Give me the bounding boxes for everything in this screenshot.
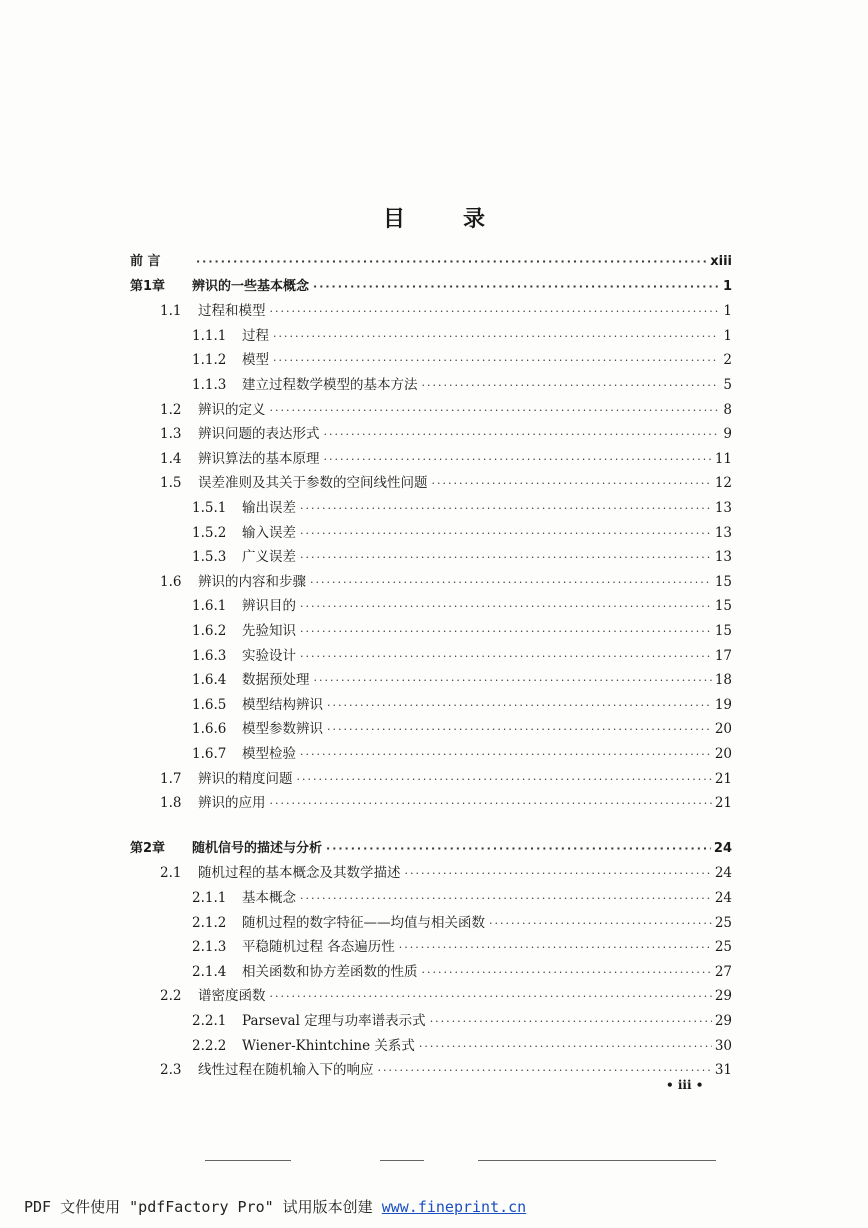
toc-entry-title: 辨识的内容和步骤 bbox=[198, 573, 306, 590]
toc-entry-number: 2.2.2 bbox=[192, 1037, 227, 1054]
toc-entry bbox=[192, 621, 732, 641]
toc-entry-title: 基本概念 bbox=[242, 890, 296, 906]
toc-entry-page: 20 bbox=[714, 721, 732, 738]
toc-leader-dots bbox=[310, 573, 712, 593]
toc-entry bbox=[192, 498, 732, 518]
toc-entry bbox=[160, 572, 732, 592]
toc-entry-page: 18 bbox=[714, 672, 732, 689]
toc-entry-title: 误差准则及其关于参数的空间线性问题 bbox=[198, 475, 428, 492]
toc-entry-title: 过程 bbox=[242, 327, 269, 344]
toc-entry-number: 2.2 bbox=[160, 988, 182, 1005]
toc-entry-page: 27 bbox=[714, 963, 732, 980]
toc-leader-dots bbox=[196, 252, 707, 272]
toc-entry-page: 29 bbox=[714, 988, 732, 1005]
toc-entry bbox=[160, 863, 732, 883]
toc-entry bbox=[160, 793, 732, 813]
page-number: • iii • bbox=[666, 1078, 704, 1092]
toc-entry-number: 1.2 bbox=[160, 401, 182, 418]
toc-entry bbox=[160, 473, 732, 493]
toc-leader-dots bbox=[273, 351, 719, 371]
toc-entry-number: 1.5.1 bbox=[192, 500, 227, 516]
page-title: 目录 bbox=[382, 207, 543, 232]
toc-entry-page: 21 bbox=[714, 795, 732, 812]
toc-leader-dots bbox=[270, 401, 720, 421]
pdf-banner bbox=[24, 1196, 526, 1217]
toc-leader-dots bbox=[300, 745, 712, 765]
toc-entry-page: 30 bbox=[714, 1037, 732, 1054]
toc-entry-title: 随机过程的数字特征——均值与相关函数 bbox=[242, 914, 485, 931]
toc-entry bbox=[192, 913, 732, 933]
toc-entry-title: 模型检验 bbox=[242, 746, 296, 762]
toc-entry-page: 8 bbox=[723, 401, 732, 418]
toc-entry-page: 24 bbox=[714, 890, 732, 906]
toc-entry-title: 先验知识 bbox=[242, 623, 296, 639]
toc-leader-dots bbox=[324, 450, 712, 470]
toc-entry-page: 15 bbox=[714, 573, 732, 590]
toc-leader-dots bbox=[324, 425, 720, 445]
toc-leader-dots bbox=[300, 622, 712, 642]
toc-entry bbox=[192, 1011, 732, 1031]
toc-entry bbox=[160, 400, 732, 420]
toc-entry-page: 20 bbox=[714, 746, 732, 762]
toc-entry-page: 13 bbox=[714, 549, 732, 566]
toc-entry-title: Parseval 定理与功率谱表示式 bbox=[242, 1013, 426, 1029]
toc-entry-page: 15 bbox=[714, 623, 732, 639]
toc-entry-number: 第2章 bbox=[130, 840, 166, 856]
toc-entry-number: 1.1.3 bbox=[192, 377, 227, 393]
toc-leader-dots bbox=[405, 864, 712, 884]
toc-entry-number: 2.1.1 bbox=[192, 890, 227, 906]
toc-entry-title: 随机信号的描述与分析 bbox=[192, 840, 323, 856]
toc-entry-number: 1.4 bbox=[160, 450, 182, 467]
toc-entry bbox=[192, 375, 732, 395]
toc-leader-dots bbox=[422, 963, 712, 983]
toc-entry-number: 1.8 bbox=[160, 795, 182, 812]
toc-entry-title: 随机过程的基本概念及其数学描述 bbox=[198, 865, 401, 882]
toc-entry-page: 15 bbox=[714, 598, 732, 615]
toc-entry-page: 5 bbox=[723, 377, 732, 393]
scan-rule-2 bbox=[380, 1160, 424, 1161]
banner-link[interactable]: www.fineprint.cn bbox=[381, 1198, 527, 1216]
toc-entry-title: 平稳随机过程 各态遍历性 bbox=[242, 939, 395, 956]
toc-entry-number: 1.3 bbox=[160, 426, 182, 443]
toc-entry-title: 过程和模型 bbox=[198, 303, 266, 320]
toc-leader-dots bbox=[313, 277, 719, 297]
toc-entry-title: 线性过程在随机输入下的响应 bbox=[198, 1062, 374, 1079]
toc-entry bbox=[192, 744, 732, 764]
toc-entry-number: 1.5.2 bbox=[192, 524, 227, 541]
toc-entry-number: 1.1.1 bbox=[192, 327, 227, 344]
toc-entry-number: 2.1.2 bbox=[192, 914, 227, 931]
toc-leader-dots bbox=[300, 548, 712, 568]
toc-entry-page: 9 bbox=[723, 426, 732, 443]
toc-entry-title: 输入误差 bbox=[242, 524, 296, 541]
toc-entry bbox=[192, 719, 732, 739]
scan-rule-1 bbox=[205, 1160, 291, 1161]
toc-leader-dots bbox=[270, 794, 712, 814]
toc-entry-number: 1.6.5 bbox=[192, 696, 227, 713]
toc-entry bbox=[160, 1060, 732, 1080]
toc-entry bbox=[192, 326, 732, 346]
toc-leader-dots bbox=[300, 889, 712, 909]
toc-leader-dots bbox=[270, 302, 720, 322]
toc-entry bbox=[130, 252, 732, 272]
toc-entry-title: 建立过程数学模型的基本方法 bbox=[242, 377, 418, 393]
toc-leader-dots bbox=[300, 597, 712, 617]
toc-leader-dots bbox=[327, 720, 712, 740]
toc-entry-number: 第1章 bbox=[130, 278, 166, 294]
toc-entry-title: 数据预处理 bbox=[242, 672, 310, 689]
toc-entry-page: 1 bbox=[722, 278, 732, 294]
toc-leader-dots bbox=[270, 987, 712, 1007]
toc-entry-page: 1 bbox=[723, 303, 732, 320]
toc-entry-title: 辨识问题的表达形式 bbox=[198, 426, 320, 443]
toc-entry-title: 模型 bbox=[242, 352, 269, 369]
toc-entry-title: 辨识的应用 bbox=[198, 795, 266, 812]
toc-entry bbox=[192, 962, 732, 982]
scan-rule-3 bbox=[478, 1160, 716, 1161]
toc-leader-dots bbox=[326, 839, 711, 859]
toc-entry-title: 模型结构辨识 bbox=[242, 696, 323, 713]
banner-text: PDF 文件使用 "pdfFactory Pro" 试用版本创建 bbox=[24, 1198, 382, 1216]
toc-entry-page: 1 bbox=[723, 327, 732, 344]
toc-entry bbox=[192, 695, 732, 715]
toc-entry-number: 1.5.3 bbox=[192, 549, 227, 566]
toc-leader-dots bbox=[300, 647, 712, 667]
toc-entry bbox=[160, 449, 732, 469]
toc-leader-dots bbox=[399, 938, 712, 958]
toc-entry bbox=[130, 839, 732, 859]
toc-entry-number: 1.7 bbox=[160, 770, 182, 787]
toc-entry bbox=[192, 937, 732, 957]
toc-entry bbox=[192, 646, 732, 666]
toc-entry-title: 辨识的精度问题 bbox=[198, 770, 293, 787]
toc-entry-page: 25 bbox=[714, 939, 732, 956]
toc-leader-dots bbox=[430, 1012, 712, 1032]
toc-leader-dots bbox=[432, 474, 712, 494]
toc-entry-title: 广义误差 bbox=[242, 549, 296, 566]
toc-entry bbox=[160, 769, 732, 789]
toc-entry-page: xiii bbox=[710, 254, 732, 269]
toc-entry-number: 1.1 bbox=[160, 303, 182, 320]
toc-entry-number: 1.1.2 bbox=[192, 352, 227, 369]
toc-leader-dots bbox=[378, 1061, 712, 1081]
toc-entry-page: 24 bbox=[713, 840, 732, 856]
toc-entry-page: 31 bbox=[714, 1062, 732, 1079]
toc-entry-title: 模型参数辨识 bbox=[242, 721, 323, 738]
toc-entry-page: 12 bbox=[714, 475, 732, 492]
toc-entry bbox=[192, 596, 732, 616]
toc-entry bbox=[192, 350, 732, 370]
toc-leader-dots bbox=[489, 914, 712, 934]
toc-entry-page: 13 bbox=[714, 500, 732, 516]
toc-entry-page: 17 bbox=[714, 647, 732, 664]
toc-entry-title: 输出误差 bbox=[242, 500, 296, 516]
toc-entry-page: 2 bbox=[723, 352, 732, 369]
toc-entry-page: 24 bbox=[714, 865, 732, 882]
toc-leader-dots bbox=[300, 499, 712, 519]
toc-entry-number: 1.5 bbox=[160, 475, 182, 492]
toc-entry-title: 辨识目的 bbox=[242, 598, 296, 615]
toc-entry bbox=[130, 277, 732, 297]
toc-entry bbox=[160, 424, 732, 444]
toc-leader-dots bbox=[314, 671, 712, 691]
toc-entry-number: 1.6.4 bbox=[192, 672, 227, 689]
toc-entry-title: 辨识算法的基本原理 bbox=[198, 450, 320, 467]
toc-entry bbox=[192, 1036, 732, 1056]
toc-entry-page: 11 bbox=[714, 450, 732, 467]
toc-entry bbox=[192, 670, 732, 690]
toc-entry-number: 1.6 bbox=[160, 573, 182, 590]
toc-entry-number: 1.6.6 bbox=[192, 721, 227, 738]
toc-entry bbox=[160, 986, 732, 1006]
toc-entry bbox=[160, 301, 732, 321]
toc-leader-dots bbox=[419, 1037, 712, 1057]
toc-leader-dots bbox=[273, 327, 719, 347]
toc-entry-number: 2.1 bbox=[160, 865, 182, 882]
toc-leader-dots bbox=[327, 696, 712, 716]
toc-entry-page: 19 bbox=[714, 696, 732, 713]
toc-entry-number: 1.6.7 bbox=[192, 746, 227, 762]
toc-entry-title: 实验设计 bbox=[242, 647, 296, 664]
toc-leader-dots bbox=[297, 770, 712, 790]
toc-entry bbox=[192, 888, 732, 908]
toc-entry-number: 前 言 bbox=[130, 254, 161, 269]
toc-entry-page: 25 bbox=[714, 914, 732, 931]
toc-entry-title: 谱密度函数 bbox=[198, 988, 266, 1005]
toc-entry-number: 2.3 bbox=[160, 1062, 182, 1079]
toc-entry-number: 1.6.2 bbox=[192, 623, 227, 639]
toc-entry-page: 29 bbox=[714, 1013, 732, 1029]
toc-entry-number: 2.1.4 bbox=[192, 963, 227, 980]
toc-entry-number: 1.6.1 bbox=[192, 598, 227, 615]
toc-entry-page: 13 bbox=[714, 524, 732, 541]
toc-entry-number: 2.2.1 bbox=[192, 1013, 227, 1029]
toc-entry-number: 2.1.3 bbox=[192, 939, 227, 956]
toc-entry-title: 相关函数和协方差函数的性质 bbox=[242, 963, 418, 980]
toc-leader-dots bbox=[422, 376, 720, 396]
toc-entry-title: Wiener-Khintchine 关系式 bbox=[242, 1037, 415, 1054]
toc-entry bbox=[192, 547, 732, 567]
toc-entry-number: 1.6.3 bbox=[192, 647, 227, 664]
toc-entry-page: 21 bbox=[714, 770, 732, 787]
toc-entry-title: 辨识的定义 bbox=[198, 401, 266, 418]
toc-entry-title: 辨识的一些基本概念 bbox=[192, 278, 310, 294]
toc-leader-dots bbox=[300, 524, 712, 544]
toc-entry bbox=[192, 523, 732, 543]
